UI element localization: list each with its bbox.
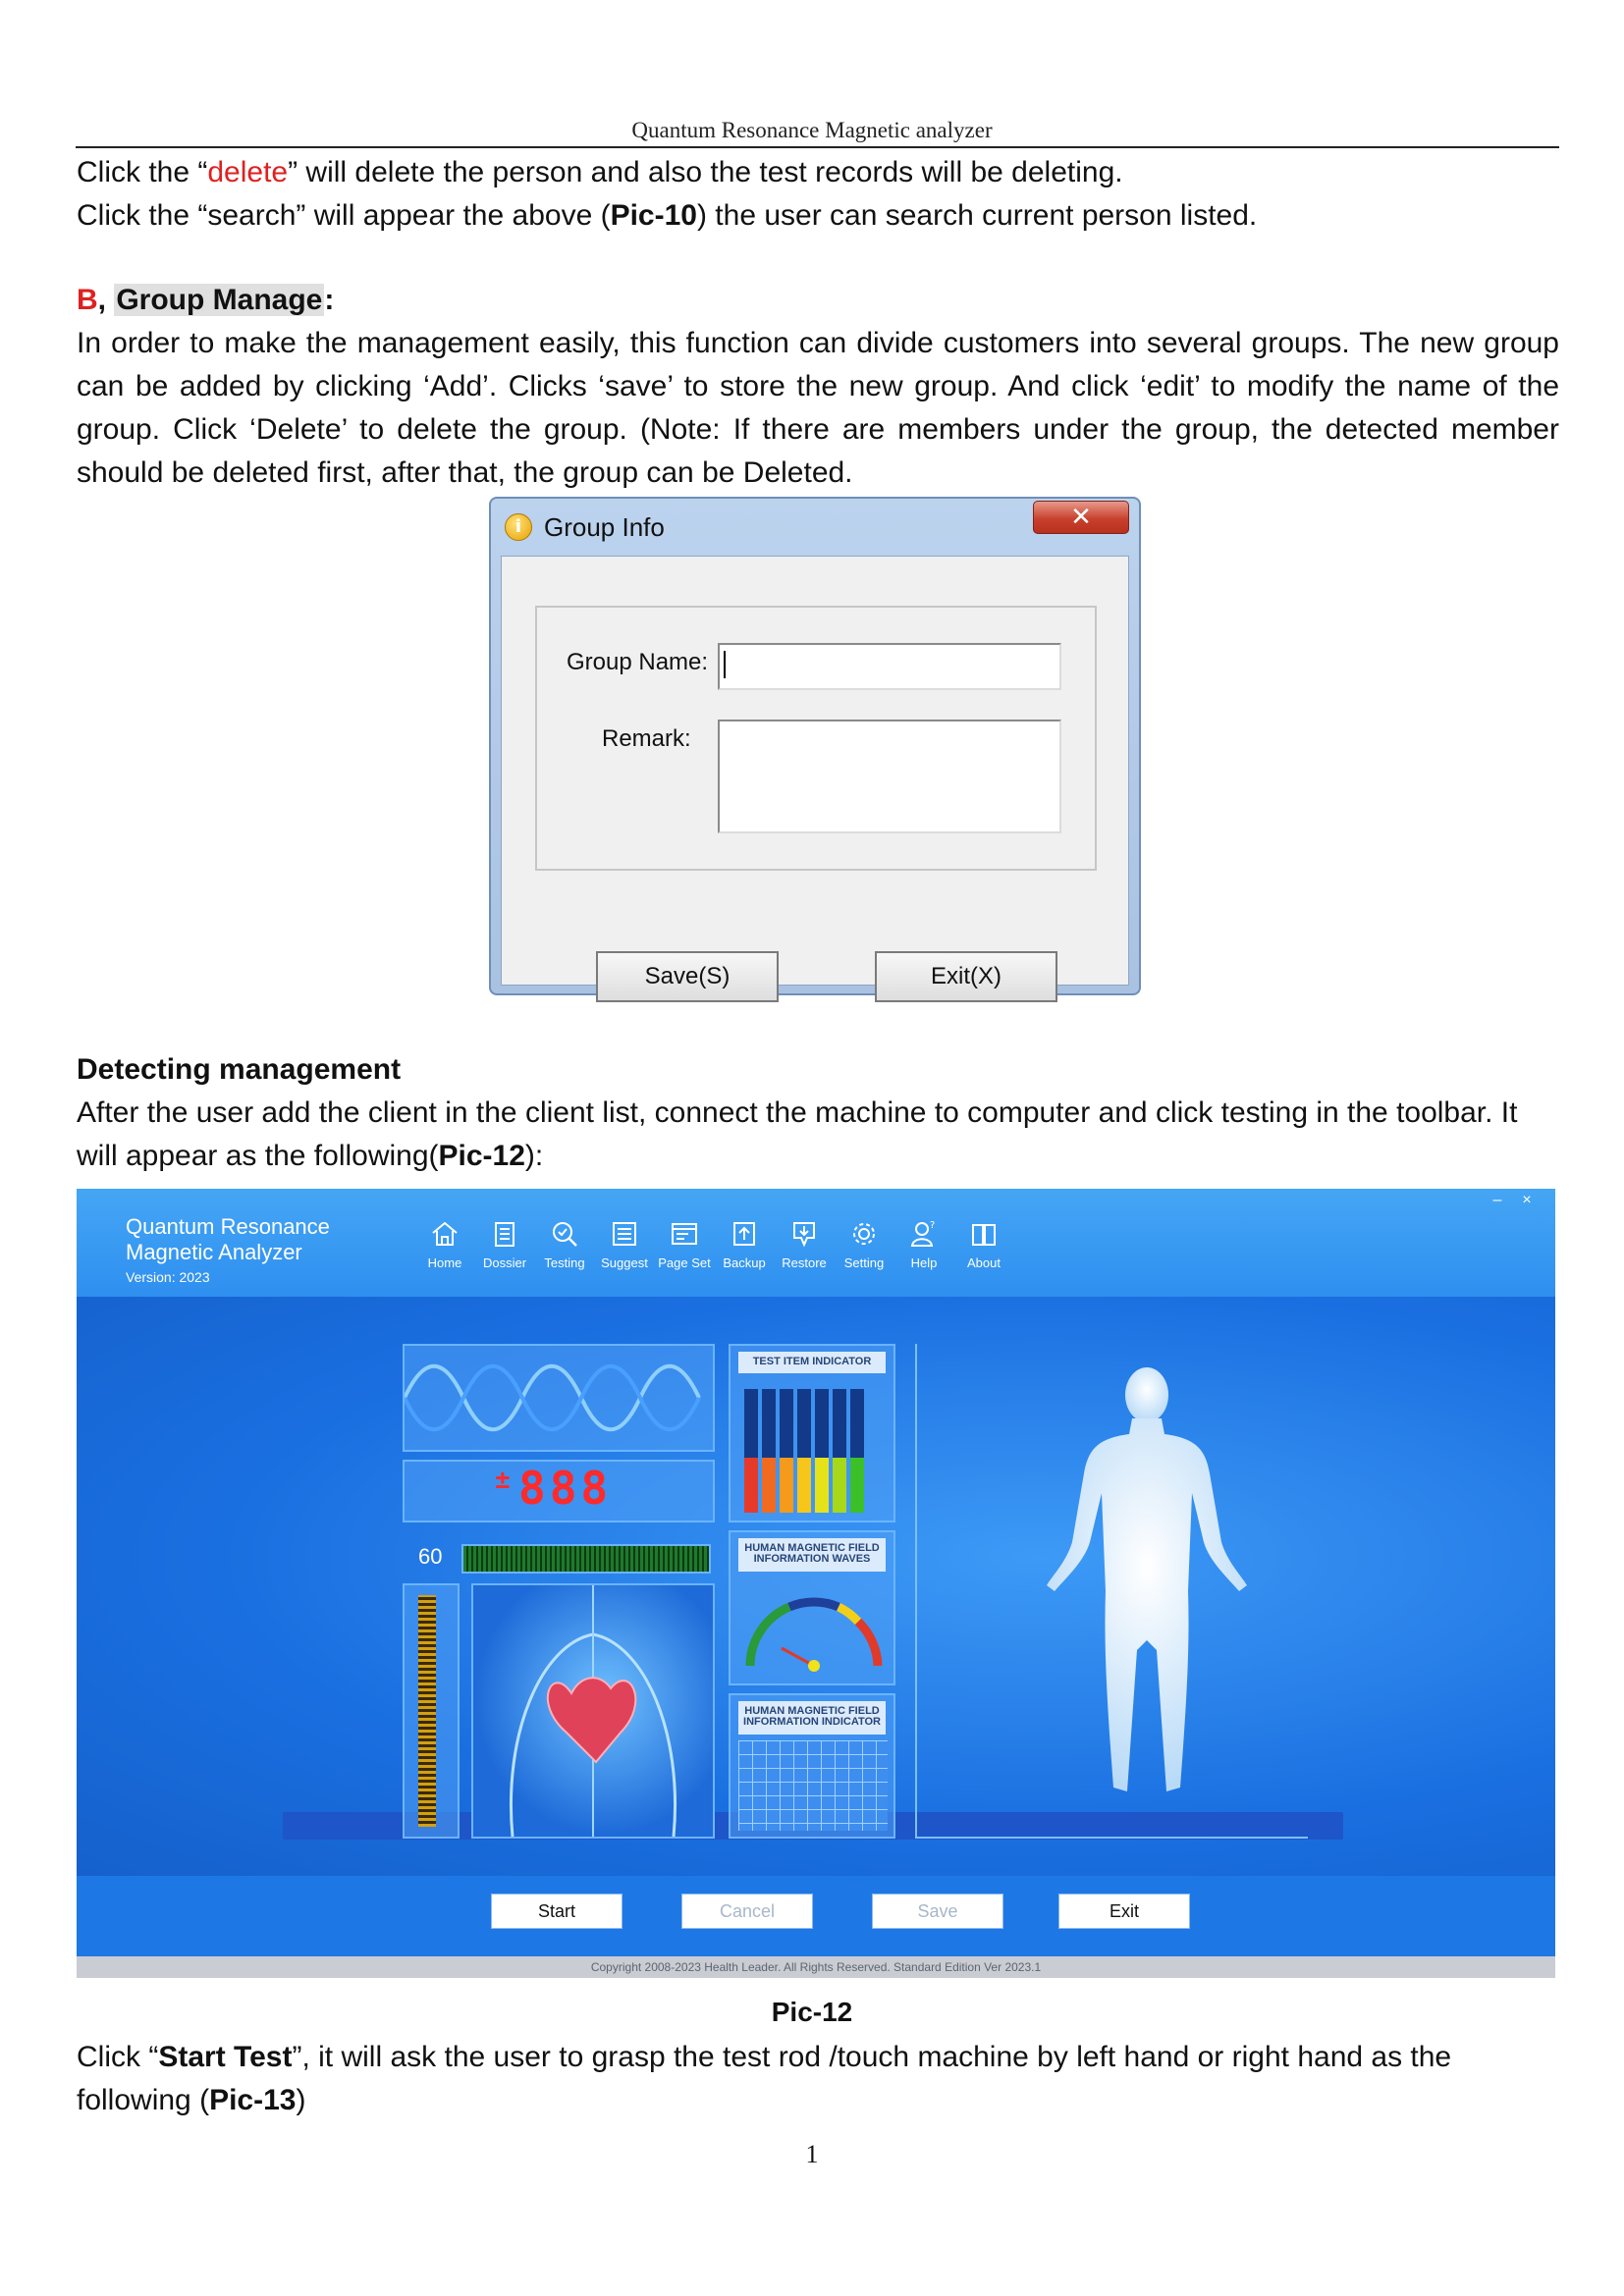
- window-close-button[interactable]: ×: [1522, 1192, 1532, 1208]
- svg-text:?: ?: [930, 1220, 936, 1231]
- test-item-indicator-panel: [729, 1344, 895, 1522]
- vertical-gauge-panel: [403, 1583, 460, 1839]
- dialog-body: [501, 556, 1129, 989]
- vertical-gauge-bar: [418, 1595, 436, 1827]
- panel-title: HUMAN MAGNETIC FIELD INFORMATION WAVES: [738, 1538, 886, 1572]
- ruler-horizontal: [915, 1837, 1308, 1839]
- toolbar-label: Home: [427, 1255, 462, 1270]
- dossier-icon: [489, 1218, 520, 1250]
- text-segment: ” will delete the person and also the test records will be deleting.: [288, 156, 1123, 188]
- closing-paragraph: [77, 2036, 1559, 2122]
- intro-line-search: [77, 194, 1559, 238]
- wave-gauge-graphic: [740, 1577, 888, 1676]
- display-sign: ±: [495, 1466, 511, 1495]
- header-rule: [76, 146, 1559, 148]
- magnetic-waves-panel: [729, 1530, 895, 1685]
- toolbar-label: Restore: [782, 1255, 827, 1270]
- cancel-button[interactable]: Cancel: [681, 1894, 813, 1929]
- toolbar-label: Suggest: [601, 1255, 648, 1270]
- gear-icon: [848, 1218, 880, 1250]
- form-group-box: [535, 606, 1097, 871]
- text-segment: ):: [524, 1140, 544, 1172]
- indicator-bars-graphic: [744, 1389, 884, 1513]
- suggest-icon: [609, 1218, 640, 1250]
- toolbar-label: Backup: [723, 1255, 766, 1270]
- dna-helix-graphic: [405, 1346, 713, 1450]
- pic-reference: Pic-10: [610, 199, 697, 232]
- toolbar-label: Help: [910, 1255, 938, 1270]
- toolbar-restore[interactable]: [770, 1218, 839, 1287]
- indicator-grid: [738, 1740, 888, 1831]
- toolbar-testing[interactable]: [530, 1218, 599, 1287]
- page-number: 1: [805, 2140, 819, 2168]
- close-button[interactable]: ✕: [1033, 501, 1129, 534]
- exit-button[interactable]: Exit(X): [875, 951, 1057, 1002]
- text-segment: :: [324, 284, 335, 316]
- group-info-dialog: [489, 497, 1141, 995]
- panel-title: HUMAN MAGNETIC FIELD INFORMATION INDICATOR: [738, 1701, 886, 1735]
- save-button[interactable]: Save(S): [596, 951, 779, 1002]
- text-segment: ) the user can search current person listed.: [696, 199, 1258, 232]
- text-segment: ,: [97, 284, 115, 316]
- section-title: Group Manage: [116, 284, 323, 316]
- digital-display-panel: [403, 1460, 715, 1522]
- toolbar-page-set[interactable]: [650, 1218, 719, 1287]
- level-bar: [461, 1544, 711, 1574]
- save-button[interactable]: Save: [872, 1894, 1003, 1929]
- heart-scan-graphic: [473, 1585, 713, 1837]
- toolbar-label: Page Set: [658, 1255, 711, 1270]
- version-label: Version: 2023: [126, 1269, 210, 1285]
- testing-stage: [77, 1297, 1555, 1876]
- pic-reference: Pic-12: [438, 1140, 525, 1172]
- toolbar-dossier[interactable]: [470, 1218, 539, 1287]
- magnetic-indicator-panel: [729, 1693, 895, 1839]
- toolbar-label: Dossier: [482, 1255, 527, 1270]
- section-letter: B: [77, 284, 98, 316]
- restore-icon: [788, 1218, 820, 1250]
- intro-line-delete: [77, 151, 1559, 194]
- text-segment: Click the “search” will appear the above (: [77, 199, 611, 232]
- dna-wave-panel: [403, 1344, 715, 1452]
- text-segment: ): [296, 2084, 306, 2116]
- delete-keyword: delete: [207, 156, 289, 188]
- section-b-heading: [77, 279, 1559, 322]
- toolbar-home[interactable]: [410, 1218, 479, 1287]
- group-name-input[interactable]: [718, 643, 1061, 690]
- remark-textarea[interactable]: [718, 720, 1061, 833]
- section-b-paragraph: In order to make the management easily, this function can divide customers into several groups. The new group can be added by clicking ‘Add’. Clicks ‘save’ to store the new group. And click ‘edit’ to modify the name of the group. Click ‘Delete’ to delete the group. (Note: If there are members under the group, the detected member should be deleted first, after that, the group can be Deleted.: [77, 327, 1559, 489]
- level-value: 60: [418, 1544, 443, 1569]
- app-brand: [126, 1214, 330, 1285]
- text-segment: Click “: [77, 2041, 159, 2073]
- remark-label: Remark:: [602, 725, 691, 752]
- toolbar-backup[interactable]: [710, 1218, 779, 1287]
- analyzer-app-window: [77, 1189, 1555, 1978]
- testing-icon: [549, 1218, 580, 1250]
- document-header-title: Quantum Resonance Magnetic analyzer: [631, 118, 993, 142]
- start-test-keyword: Start Test: [158, 2041, 293, 2073]
- brand-line-1: Quantum Resonance: [126, 1214, 330, 1239]
- toolbar-about[interactable]: [949, 1218, 1018, 1287]
- detecting-paragraph: [77, 1092, 1559, 1178]
- human-body-figure: [1000, 1356, 1294, 1827]
- toolbar-setting[interactable]: [830, 1218, 898, 1287]
- text-caret: [724, 651, 726, 678]
- toolbar-suggest[interactable]: [590, 1218, 659, 1287]
- minimize-button[interactable]: –: [1492, 1192, 1502, 1208]
- toolbar-label: Testing: [544, 1255, 585, 1270]
- info-icon: i: [505, 513, 532, 541]
- display-digits: 888: [518, 1462, 613, 1515]
- dialog-title: Group Info: [544, 512, 665, 542]
- toolbar-label: About: [967, 1255, 1001, 1270]
- start-button[interactable]: Start: [491, 1894, 623, 1929]
- text-segment: Click the “: [77, 156, 208, 188]
- detecting-heading: Detecting management: [77, 1053, 402, 1086]
- text-segment: ”, it will ask the user to grasp the test rod /touch machine by left hand or right hand as the following (: [77, 2041, 1452, 2116]
- toolbar-label: Setting: [843, 1255, 885, 1270]
- figure-caption: Pic-12: [771, 1997, 853, 2027]
- brand-line-2: Magnetic Analyzer: [126, 1240, 302, 1264]
- organ-scan-panel: [471, 1583, 715, 1839]
- home-icon: [429, 1218, 460, 1250]
- backup-icon: [729, 1218, 760, 1250]
- text-segment: After the user add the client in the client list, connect the machine to computer and click testing in the toolbar. It will appear as the following(: [77, 1096, 1518, 1172]
- panel-title: TEST ITEM INDICATOR: [738, 1352, 886, 1373]
- toolbar-help[interactable]: [890, 1218, 958, 1287]
- help-icon: [908, 1218, 940, 1250]
- page-set-icon: [669, 1218, 700, 1250]
- ruler-vertical: [915, 1344, 917, 1839]
- main-toolbar: [410, 1218, 1001, 1287]
- book-icon: [968, 1218, 1000, 1250]
- copyright-bar: Copyright 2008-2023 Health Leader. All Rights Reserved. Standard Edition Ver 2023.1: [77, 1956, 1555, 1978]
- group-name-label: Group Name:: [567, 649, 709, 675]
- app-header: [77, 1189, 1555, 1297]
- dialog-titlebar[interactable]: [491, 499, 1139, 554]
- app-footer: [77, 1876, 1555, 1978]
- pic-reference: Pic-13: [209, 2084, 297, 2116]
- exit-button[interactable]: Exit: [1058, 1894, 1190, 1929]
